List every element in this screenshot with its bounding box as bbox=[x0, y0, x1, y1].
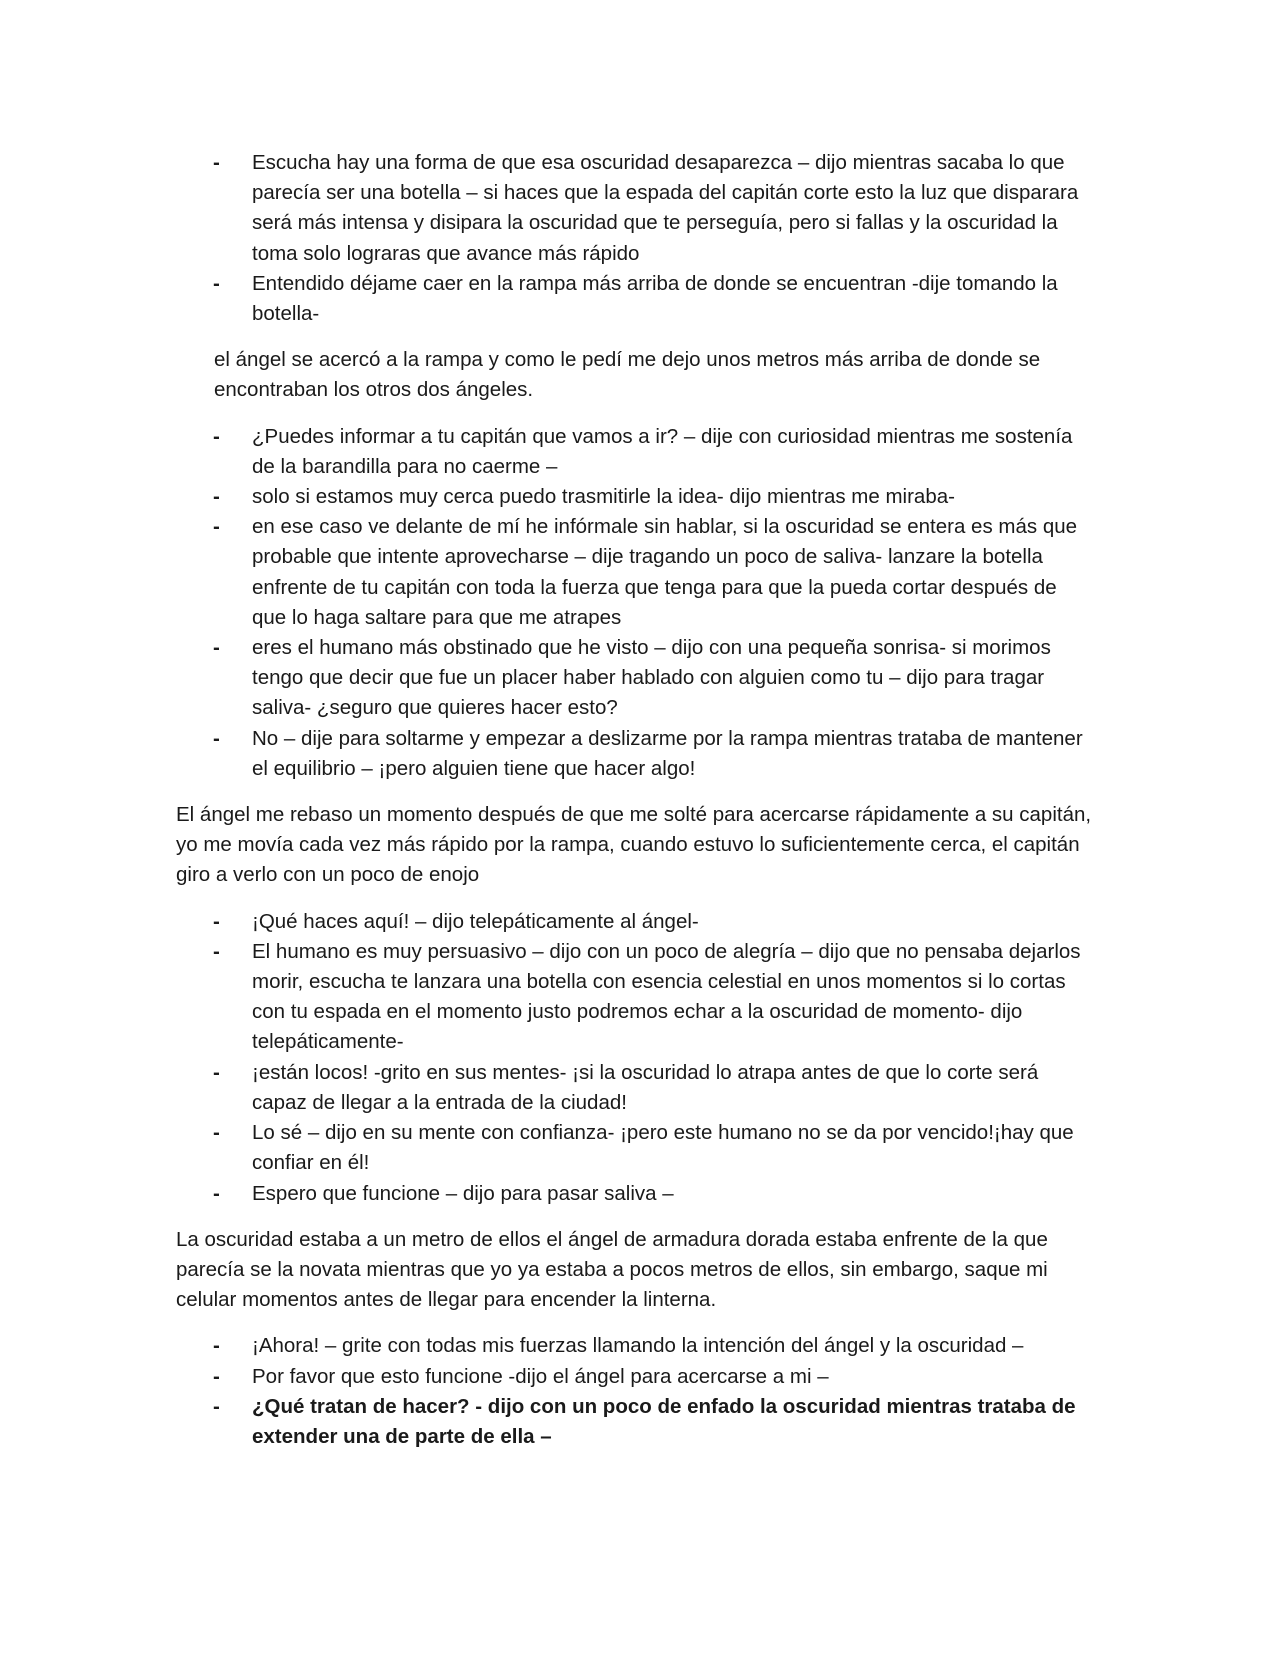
dash-bullet: - bbox=[213, 1060, 220, 1084]
dash-bullet: - bbox=[213, 939, 220, 963]
dash-bullet: - bbox=[213, 726, 220, 750]
dialogue-line: Espero que funcione – dijo para pasar saliva – bbox=[252, 1181, 674, 1205]
list-item bbox=[176, 1179, 1096, 1209]
dialogue-line: Entendido déjame caer en la rampa más arriba de donde se encuentran -dije tomando la botella- bbox=[252, 271, 1058, 326]
dash-bullet: - bbox=[213, 1334, 220, 1358]
list-item bbox=[176, 1331, 1096, 1361]
dialogue-line: eres el humano más obstinado que he visto – dijo con una pequeña sonrisa- si morimos tengo que decir que fue un placer haber hablado con alguien como tu – dijo para tragar saliva- ¿seguro que quieres hacer esto? bbox=[252, 636, 1051, 720]
dialogue-line: ¿Puedes informar a tu capitán que vamos a ir? – dije con curiosidad mientras me sostenía de la barandilla para no caerme – bbox=[252, 424, 1073, 478]
dialogue-line: Por favor que esto funcione -dijo el ángel para acercarse a mi – bbox=[252, 1364, 829, 1388]
list-item bbox=[176, 482, 1096, 512]
dialogue-line: No – dije para soltarme y empezar a deslizarme por la rampa mientras trataba de mantener el equilibrio – ¡pero alguien tiene que hacer algo! bbox=[252, 726, 1083, 780]
list-item bbox=[176, 1362, 1096, 1392]
dash-bullet: - bbox=[213, 271, 220, 295]
list-item-bold bbox=[176, 1392, 1096, 1452]
dash-bullet: - bbox=[213, 1394, 220, 1418]
dash-bullet: - bbox=[213, 151, 220, 174]
narrative-paragraph-3: La oscuridad estaba a un metro de ellos el ángel de armadura dorada estaba enfrente de la que parecía se la novata mientras que yo ya estaba a pocos metros de ellos, sin embargo, saque mi celular momentos antes de llegar para encender la linterna. bbox=[176, 1227, 1048, 1312]
dialogue-list-3 bbox=[176, 907, 1096, 1209]
list-item bbox=[176, 269, 1096, 329]
dash-bullet: - bbox=[213, 1121, 220, 1145]
list-item bbox=[176, 1118, 1096, 1178]
list-item bbox=[176, 1058, 1096, 1118]
narrative-paragraph-1: el ángel se acercó a la rampa y como le pedí me dejo unos metros más arriba de donde se encontraban los otros dos ángeles. bbox=[214, 348, 1041, 402]
dialogue-line: ¡Ahora! – grite con todas mis fuerzas llamando la intención del ángel y la oscuridad – bbox=[252, 1334, 1024, 1358]
dialogue-line: ¡están locos! -grito en sus mentes- ¡si la oscuridad lo atrapa antes de que lo corte será capaz de llegar a la entrada de la ciudad! bbox=[252, 1060, 1039, 1114]
dash-bullet: - bbox=[213, 1181, 220, 1205]
list-item bbox=[176, 512, 1096, 633]
dash-bullet: - bbox=[213, 485, 220, 509]
list-item bbox=[176, 937, 1096, 1058]
dialogue-line: solo si estamos muy cerca puedo trasmitirle la idea- dijo mientras me miraba- bbox=[252, 485, 955, 509]
dialogue-line: Lo sé – dijo en su mente con confianza- ¡pero este humano no se da por vencido!¡hay que confiar en él! bbox=[252, 1121, 1074, 1175]
dialogue-line: El humano es muy persuasivo – dijo con un poco de alegría – dijo que no pensaba dejarlos morir, escucha te lanzara una botella con esencia celestial en unos momentos si lo cortas con tu espada en el momento justo podremos echar a la oscuridad de momento- dijo telepáticamente- bbox=[252, 939, 1081, 1054]
dialogue-line: en ese caso ve delante de mí he infórmale sin hablar, si la oscuridad se entera es más que probable que intente aprovecharse – dije tragando un poco de saliva- lanzare la botella enfrente de tu capitán con toda la fuerza que tenga para que la pueda cortar después de que lo haga saltare para que me atrapes bbox=[252, 515, 1078, 629]
dash-bullet: - bbox=[213, 424, 220, 448]
narrative-paragraph-2: El ángel me rebaso un momento después de que me solté para acercarse rápidamente a su capitán, yo me movía cada vez más rápido por la rampa, cuando estuvo lo suficientemente cerca, el capitán giro a verlo con un poco de enojo bbox=[176, 803, 1092, 887]
dialogue-list-1 bbox=[176, 148, 1096, 329]
dash-bullet: - bbox=[213, 909, 220, 933]
dialogue-line-bold: ¿Qué tratan de hacer? - dijo con un poco de enfado la oscuridad mientras trataba de extender una de parte de ella – bbox=[252, 1394, 1076, 1448]
dialogue-line: ¡Qué haces aquí! – dijo telepáticamente al ángel- bbox=[252, 909, 699, 933]
list-item bbox=[176, 907, 1096, 937]
dialogue-list-2 bbox=[176, 422, 1096, 784]
list-item bbox=[176, 148, 1096, 269]
list-item bbox=[176, 633, 1096, 724]
dialogue-list-4 bbox=[176, 1331, 1096, 1452]
document-body bbox=[176, 148, 1096, 1452]
list-item bbox=[176, 422, 1096, 482]
dash-bullet: - bbox=[213, 1364, 220, 1388]
dash-bullet: - bbox=[213, 636, 220, 660]
list-item bbox=[176, 724, 1096, 784]
dialogue-line: Escucha hay una forma de que esa oscuridad desaparezca – dijo mientras sacaba lo que parecía ser una botella – si haces que la espada del capitán corte esto la luz que disparara será más intensa y disipara la oscuridad que te perseguía, pero si fallas y la oscuridad la toma solo lograras que avance más rápido bbox=[252, 151, 1079, 265]
dash-bullet: - bbox=[213, 515, 220, 539]
